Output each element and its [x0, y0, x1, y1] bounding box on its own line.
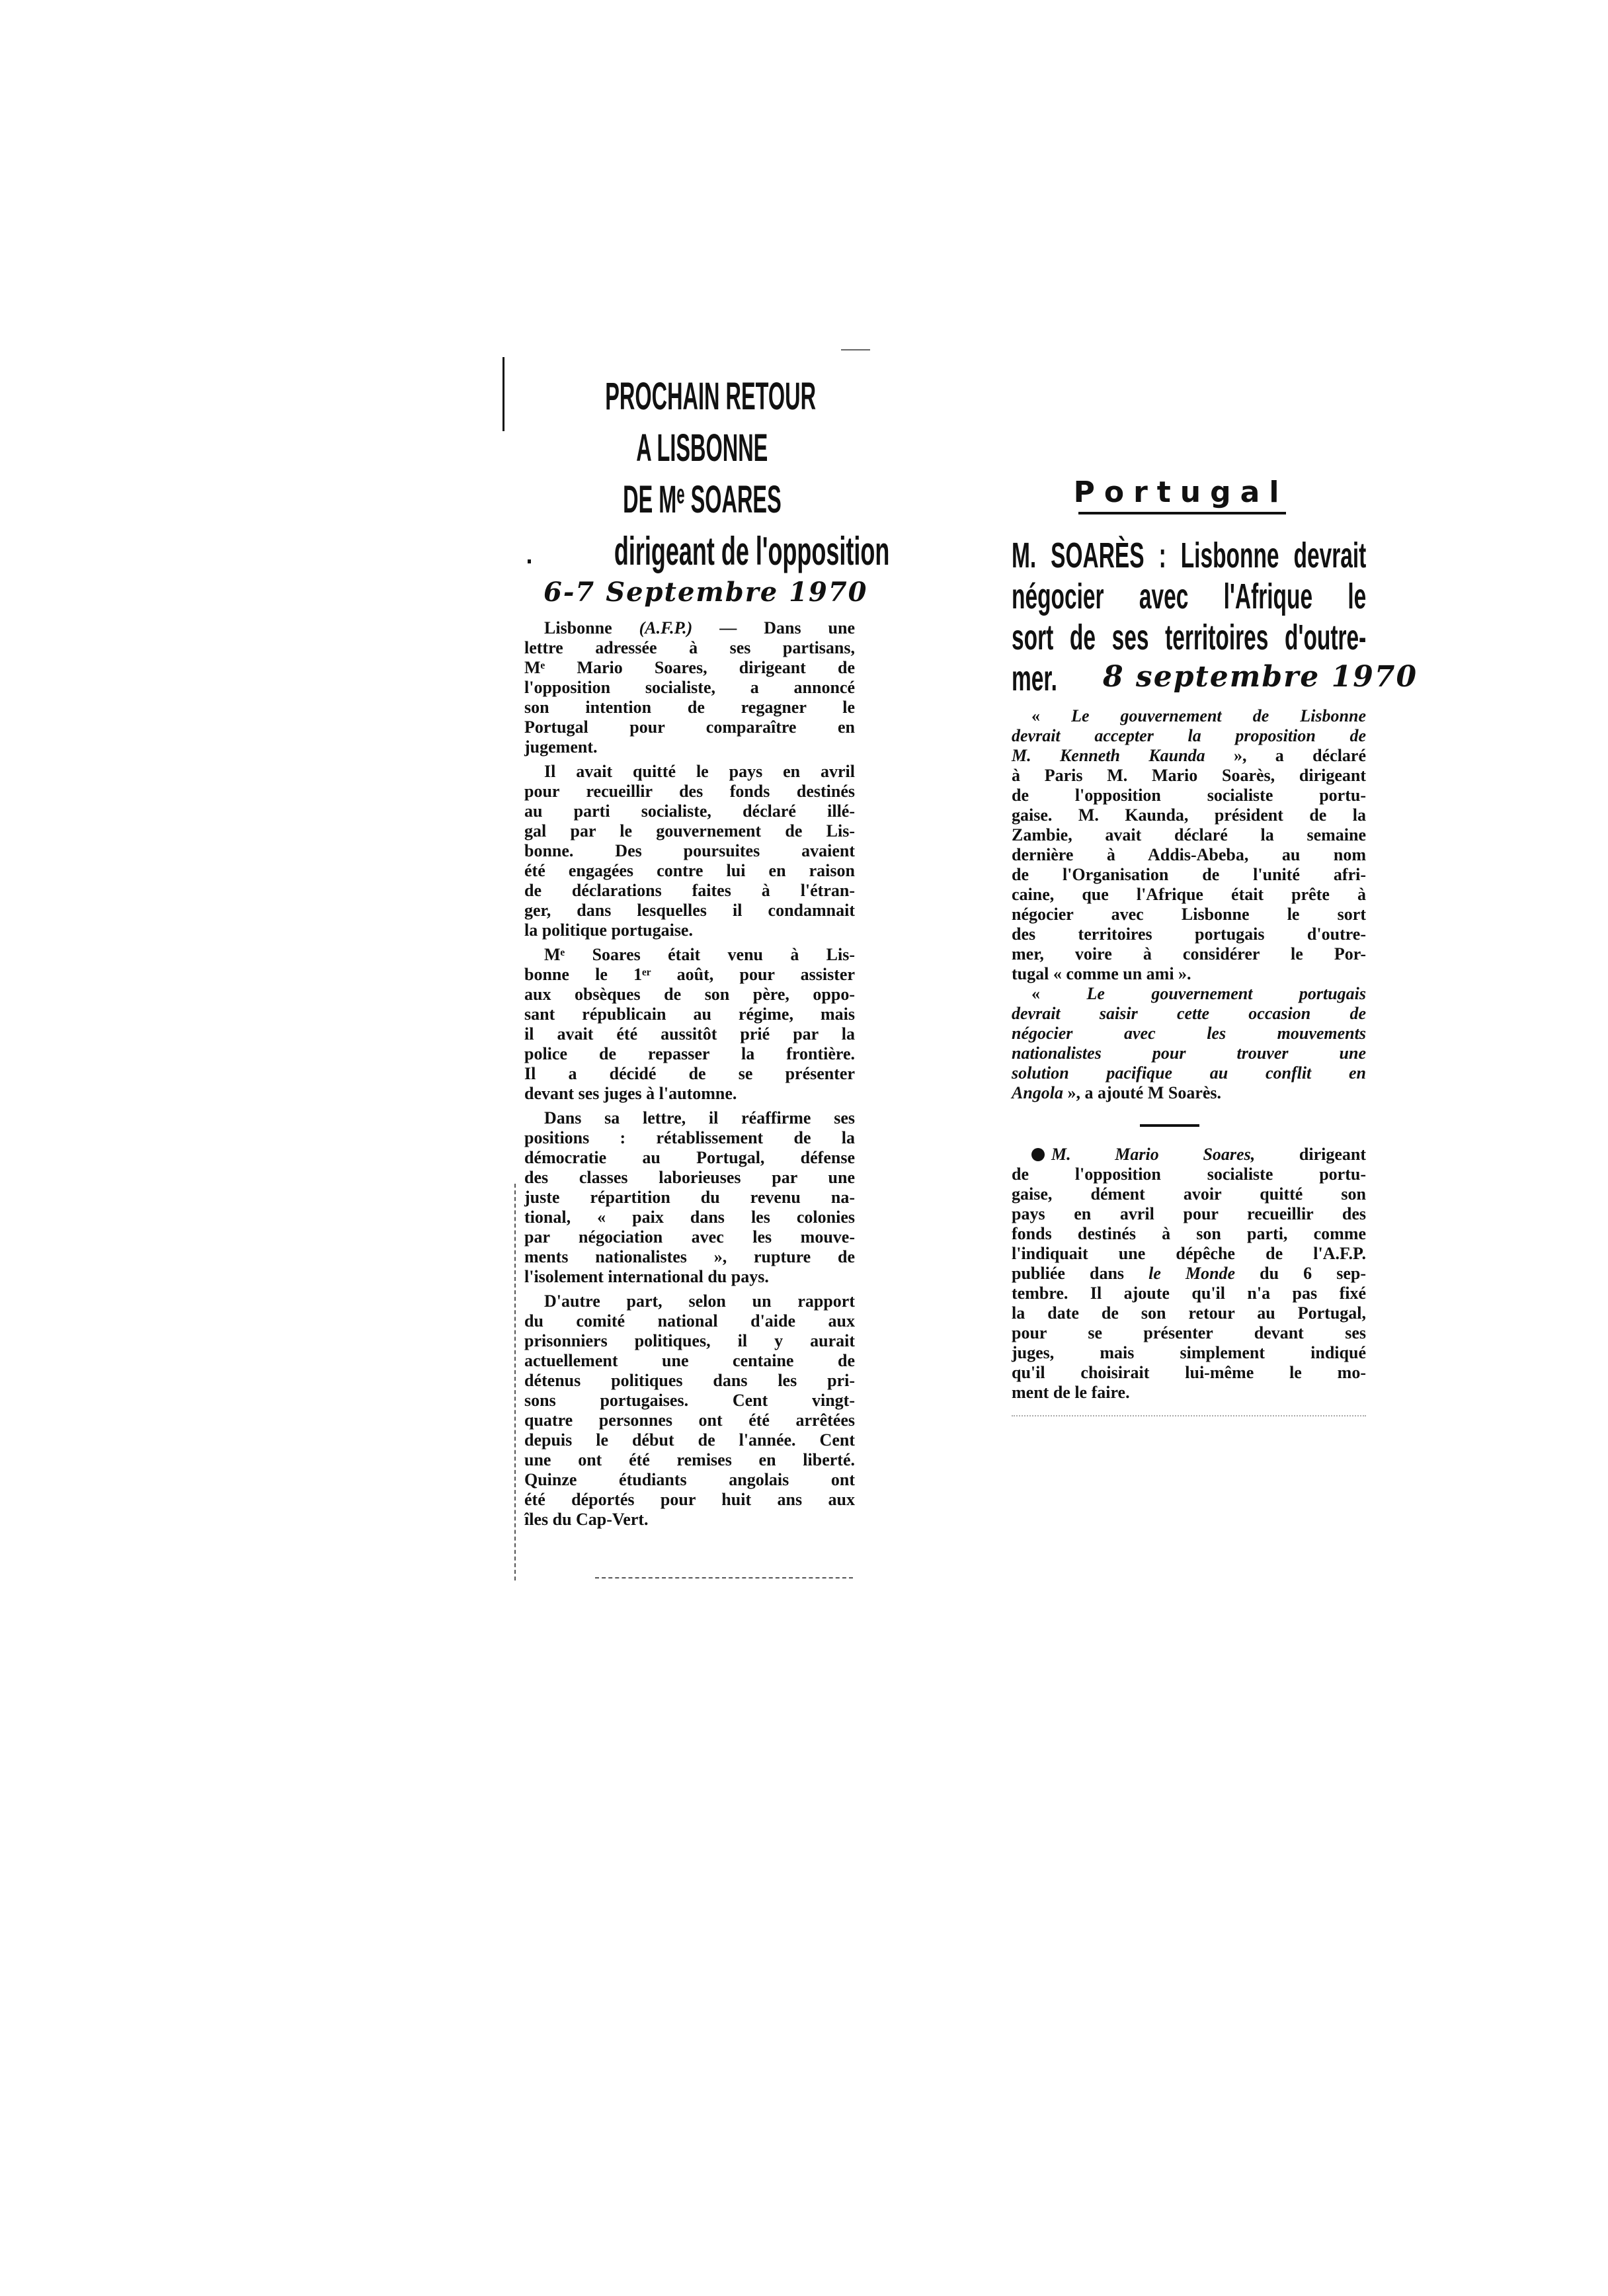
- text-line: [1012, 1204, 1366, 1224]
- italic-text: devrait accepter la proposition de: [1012, 726, 1366, 745]
- separator-rule: [1140, 1124, 1199, 1127]
- line-text: fonds destinés à son parti, comme: [1012, 1224, 1366, 1243]
- text-line: [524, 1208, 855, 1227]
- text-line: [524, 658, 855, 678]
- text-line: [524, 1148, 855, 1168]
- text-line: [524, 965, 855, 985]
- headline-text: PROCHAIN RETOUR: [605, 375, 817, 418]
- headline-line: M. SOARÈS : Lisbonne devrait: [1012, 536, 1367, 575]
- line-text: Mᵉ Soares était venu à Lis-: [544, 945, 855, 964]
- line-text: été engagées contre lui en raison: [524, 861, 855, 880]
- text-line: [1012, 786, 1366, 805]
- line-text: du comité national d'aide aux: [524, 1311, 855, 1331]
- subheadline-text: dirigeant de l'opposition: [614, 529, 890, 573]
- line-text: dirigeant: [1255, 1145, 1366, 1164]
- italic-text: solution pacifique au conflit en: [1012, 1063, 1366, 1083]
- text-line: [524, 801, 855, 821]
- line-text: quatre personnes ont été arrêtées: [524, 1411, 855, 1430]
- text-line: [1012, 964, 1366, 984]
- text-line: [1012, 1264, 1366, 1284]
- text-line: [524, 638, 855, 658]
- line-text: la date de son retour au Portugal,: [1012, 1303, 1366, 1323]
- text-line: [524, 841, 855, 861]
- section-title: Portugal: [1073, 475, 1289, 509]
- headline-line: [522, 474, 882, 526]
- line-text: des classes laborieuses par une: [524, 1168, 855, 1187]
- line-text: gaise. M. Kaunda, président de la: [1012, 805, 1366, 825]
- text-line: [1012, 766, 1366, 786]
- line-text: D'autre part, selon un rapport: [544, 1292, 855, 1311]
- line-text: gal par le gouvernement de Lis-: [524, 821, 855, 840]
- paragraph: [524, 618, 855, 757]
- line-text: prisonniers politiques, il y aurait: [524, 1331, 855, 1350]
- text-line: [1012, 845, 1366, 865]
- text-line: [1012, 1383, 1366, 1403]
- text-line: [524, 1044, 855, 1064]
- line-text: positions : rétablissement de la: [524, 1128, 855, 1147]
- section-underline: [1078, 512, 1286, 514]
- paragraph: [524, 1292, 855, 1530]
- line-text: », a déclaré: [1205, 746, 1367, 765]
- line-text: dernière à Addis-Abeba, au nom: [1012, 845, 1366, 864]
- text-line: [524, 1311, 855, 1331]
- text-line: [1012, 1224, 1366, 1244]
- text-line: [524, 618, 855, 638]
- paragraph: [524, 945, 855, 1104]
- text-line: [1012, 726, 1366, 746]
- paragraph: [1012, 706, 1366, 984]
- subheadline-line: [522, 526, 890, 577]
- text-line: [1012, 885, 1366, 905]
- line-text: «: [1031, 984, 1087, 1003]
- italic-text: nationalistes pour trouver une: [1012, 1044, 1366, 1063]
- text-line: [524, 821, 855, 841]
- line-text: devant ses juges à l'automne.: [524, 1084, 737, 1103]
- text-line: [524, 1247, 855, 1267]
- line-text: l'opposition socialiste, a annoncé: [524, 678, 855, 697]
- line-text: ment de le faire.: [1012, 1383, 1130, 1402]
- top-dash: [841, 349, 870, 350]
- right-brief-body: [1012, 1145, 1366, 1403]
- text-line: [1012, 944, 1366, 964]
- text-line: [524, 1188, 855, 1208]
- left-bottom-dashed-rule: [595, 1577, 853, 1578]
- line-text: pays en avril pour recueillir des: [1012, 1204, 1366, 1223]
- headline-text: DE Mᵉ SOARES: [623, 478, 782, 521]
- line-text: «: [1031, 706, 1072, 725]
- line-text: îles du Cap-Vert.: [524, 1510, 649, 1529]
- line-text: Mᵉ Mario Soares, dirigeant de: [524, 658, 855, 677]
- text-line: [524, 1227, 855, 1247]
- line-text: pour recueillir des fonds destinés: [524, 782, 855, 801]
- text-line: [1012, 706, 1366, 726]
- line-text: tugal « comme un ami ».: [1012, 964, 1191, 983]
- text-line: [1012, 1184, 1366, 1204]
- line-text: depuis le début de l'année. Cent: [524, 1430, 855, 1450]
- line-text: négocier avec Lisbonne le sort: [1012, 905, 1366, 924]
- text-line: [524, 782, 855, 801]
- line-text: ger, dans lesquelles il condamnait: [524, 901, 855, 920]
- line-text: Lisbonne: [544, 618, 639, 637]
- right-article-body: [1012, 706, 1366, 1103]
- text-line: [1012, 1044, 1366, 1063]
- brief-paragraph: [1012, 1145, 1366, 1403]
- text-line: [1012, 1303, 1366, 1323]
- line-text: l'isolement international du pays.: [524, 1267, 769, 1286]
- italic-text: Angola: [1012, 1083, 1064, 1102]
- italic-text: devrait saisir cette occasion de: [1012, 1004, 1366, 1023]
- text-line: [1012, 865, 1366, 885]
- line-text: mer, voire à considérer le Por-: [1012, 944, 1366, 964]
- italic-text: le Monde: [1148, 1264, 1236, 1283]
- text-line: [524, 1411, 855, 1430]
- line-text: », a ajouté M Soarès.: [1063, 1083, 1222, 1102]
- text-line: [524, 921, 855, 940]
- line-text: pour se présenter devant ses: [1012, 1323, 1366, 1342]
- text-line: [524, 945, 855, 965]
- left-headline: [522, 371, 890, 577]
- line-text: sant républicain au régime, mais: [524, 1004, 855, 1024]
- text-line: [524, 1084, 855, 1104]
- text-line: [524, 1292, 855, 1311]
- line-text: du 6 sep-: [1235, 1264, 1367, 1283]
- text-line: [524, 1108, 855, 1128]
- text-line: [1012, 1363, 1366, 1383]
- text-line: [524, 1510, 855, 1530]
- line-text: de l'opposition socialiste portu-: [1012, 786, 1366, 805]
- text-line: [524, 698, 855, 718]
- line-text: Il a décidé de se présenter: [524, 1064, 855, 1083]
- text-line: [524, 1064, 855, 1084]
- left-article-body: [524, 618, 855, 1534]
- italic-text: M. Kenneth Kaunda: [1012, 746, 1205, 765]
- headline-line: [522, 371, 882, 423]
- margin-dashed-rule: [514, 1184, 516, 1580]
- text-line: [1012, 1004, 1366, 1024]
- italic-text: (A.F.P.): [639, 618, 693, 637]
- line-text: bonne le 1ᵉʳ août, pour assister: [524, 965, 855, 984]
- text-line: [524, 1430, 855, 1450]
- italic-text: Le gouvernement portugais: [1086, 984, 1367, 1003]
- line-text: une ont été remises en liberté.: [524, 1450, 855, 1469]
- line-text: la politique portugaise.: [524, 921, 693, 940]
- headline-line: mer.: [1012, 659, 1057, 698]
- text-line: [524, 678, 855, 698]
- line-text: Il avait quitté le pays en avril: [544, 762, 855, 781]
- line-text: démocratie au Portugal, défense: [524, 1148, 855, 1167]
- italic-text: Le gouvernement de Lisbonne: [1071, 706, 1366, 725]
- line-text: au parti socialiste, déclaré illé-: [524, 801, 855, 821]
- text-line: [1012, 1024, 1366, 1044]
- left-handwritten-date: 6-7 Septembre 1970: [543, 577, 868, 608]
- headline-line: sort de ses territoires d'outre-: [1012, 618, 1367, 657]
- line-text: publiée dans: [1012, 1264, 1149, 1283]
- line-text: des territoires portugais d'outre-: [1012, 924, 1366, 944]
- line-text: gaise, dément avoir quitté son: [1012, 1184, 1366, 1204]
- text-line: [524, 1331, 855, 1351]
- right-bottom-dashed-rule: [1012, 1415, 1366, 1416]
- line-text: de l'opposition socialiste portu-: [1012, 1165, 1366, 1184]
- line-text: par négociation avec les mouve-: [524, 1227, 855, 1247]
- text-line: [1012, 905, 1366, 924]
- line-text: aux obsèques de son père, oppo-: [524, 985, 855, 1004]
- line-text: il avait été aussitôt prié par la: [524, 1024, 855, 1044]
- text-line: [524, 1024, 855, 1044]
- headline-line: négocier avec l'Afrique le: [1012, 577, 1367, 616]
- headline-text: A LISBONNE: [636, 427, 768, 470]
- line-text: sons portugaises. Cent vingt-: [524, 1391, 855, 1410]
- text-line: [524, 1351, 855, 1371]
- text-line: [524, 861, 855, 881]
- line-text: Zambie, avait déclaré la semaine: [1012, 825, 1366, 844]
- text-line: [1012, 924, 1366, 944]
- italic-text: négocier avec les mouvements: [1012, 1024, 1366, 1043]
- headline-line: [522, 423, 882, 474]
- text-line: [1012, 1323, 1366, 1343]
- line-text: juges, mais simplement indiqué: [1012, 1343, 1366, 1362]
- line-text: Portugal pour comparaître en: [524, 718, 855, 737]
- line-text: jugement.: [524, 737, 598, 757]
- paragraph: [1012, 984, 1366, 1103]
- text-line: [1012, 984, 1366, 1004]
- text-line: [1012, 1343, 1366, 1363]
- line-text: bonne. Des poursuites avaient: [524, 841, 855, 860]
- paragraph: [524, 1108, 855, 1287]
- text-line: [524, 901, 855, 921]
- right-handwritten-date: 8 septembre 1970: [1103, 660, 1418, 694]
- text-line: [524, 1371, 855, 1391]
- text-line: [524, 1128, 855, 1148]
- line-text: juste répartition du revenu na-: [524, 1188, 855, 1207]
- line-text: tembre. Il ajoute qu'il n'a pas fixé: [1012, 1284, 1366, 1303]
- text-line: [524, 737, 855, 757]
- text-line: [524, 985, 855, 1004]
- text-line: [1012, 1145, 1366, 1165]
- line-text: à Paris M. Mario Soarès, dirigeant: [1012, 766, 1366, 785]
- margin-rule: [502, 357, 504, 431]
- line-text: l'indiquait une dépêche de l'A.F.P.: [1012, 1244, 1366, 1263]
- text-line: [524, 1267, 855, 1287]
- line-text: tional, « paix dans les colonies: [524, 1208, 855, 1227]
- line-text: ments nationalistes », rupture de: [524, 1247, 855, 1266]
- line-text: de déclarations faites à l'étran-: [524, 881, 855, 900]
- text-line: [524, 718, 855, 737]
- line-text: caine, que l'Afrique était prête à: [1012, 885, 1366, 904]
- line-text: actuellement une centaine de: [524, 1351, 855, 1370]
- text-line: [524, 762, 855, 782]
- line-text: qu'il choisirait lui-même le mo-: [1012, 1363, 1366, 1382]
- text-line: [524, 1470, 855, 1490]
- line-text: son intention de regagner le: [524, 698, 855, 717]
- line-text: de l'Organisation de l'unité afri-: [1012, 865, 1366, 884]
- text-line: [524, 1490, 855, 1510]
- bullet-icon: [1031, 1148, 1045, 1161]
- text-line: [1012, 805, 1366, 825]
- paragraph: [524, 762, 855, 940]
- text-line: [524, 881, 855, 901]
- line-text: lettre adressée à ses partisans,: [524, 638, 855, 657]
- line-text: détenus politiques dans les pri-: [524, 1371, 855, 1390]
- text-line: [1012, 1244, 1366, 1264]
- line-text: Quinze étudiants angolais ont: [524, 1470, 855, 1489]
- text-line: [1012, 1083, 1366, 1103]
- text-line: [1012, 1165, 1366, 1184]
- text-line: [524, 1004, 855, 1024]
- text-line: [1012, 1284, 1366, 1303]
- text-line: [524, 1391, 855, 1411]
- line-text: Dans sa lettre, il réaffirme ses: [544, 1108, 855, 1128]
- text-line: [524, 1168, 855, 1188]
- text-line: [1012, 746, 1366, 766]
- italic-text: M. Mario Soares,: [1051, 1145, 1256, 1164]
- line-text: police de repasser la frontière.: [524, 1044, 855, 1063]
- text-line: [1012, 1063, 1366, 1083]
- line-text: — Dans une: [692, 618, 855, 637]
- text-line: [524, 1450, 855, 1470]
- text-line: [1012, 825, 1366, 845]
- line-text: été déportés pour huit ans aux: [524, 1490, 855, 1509]
